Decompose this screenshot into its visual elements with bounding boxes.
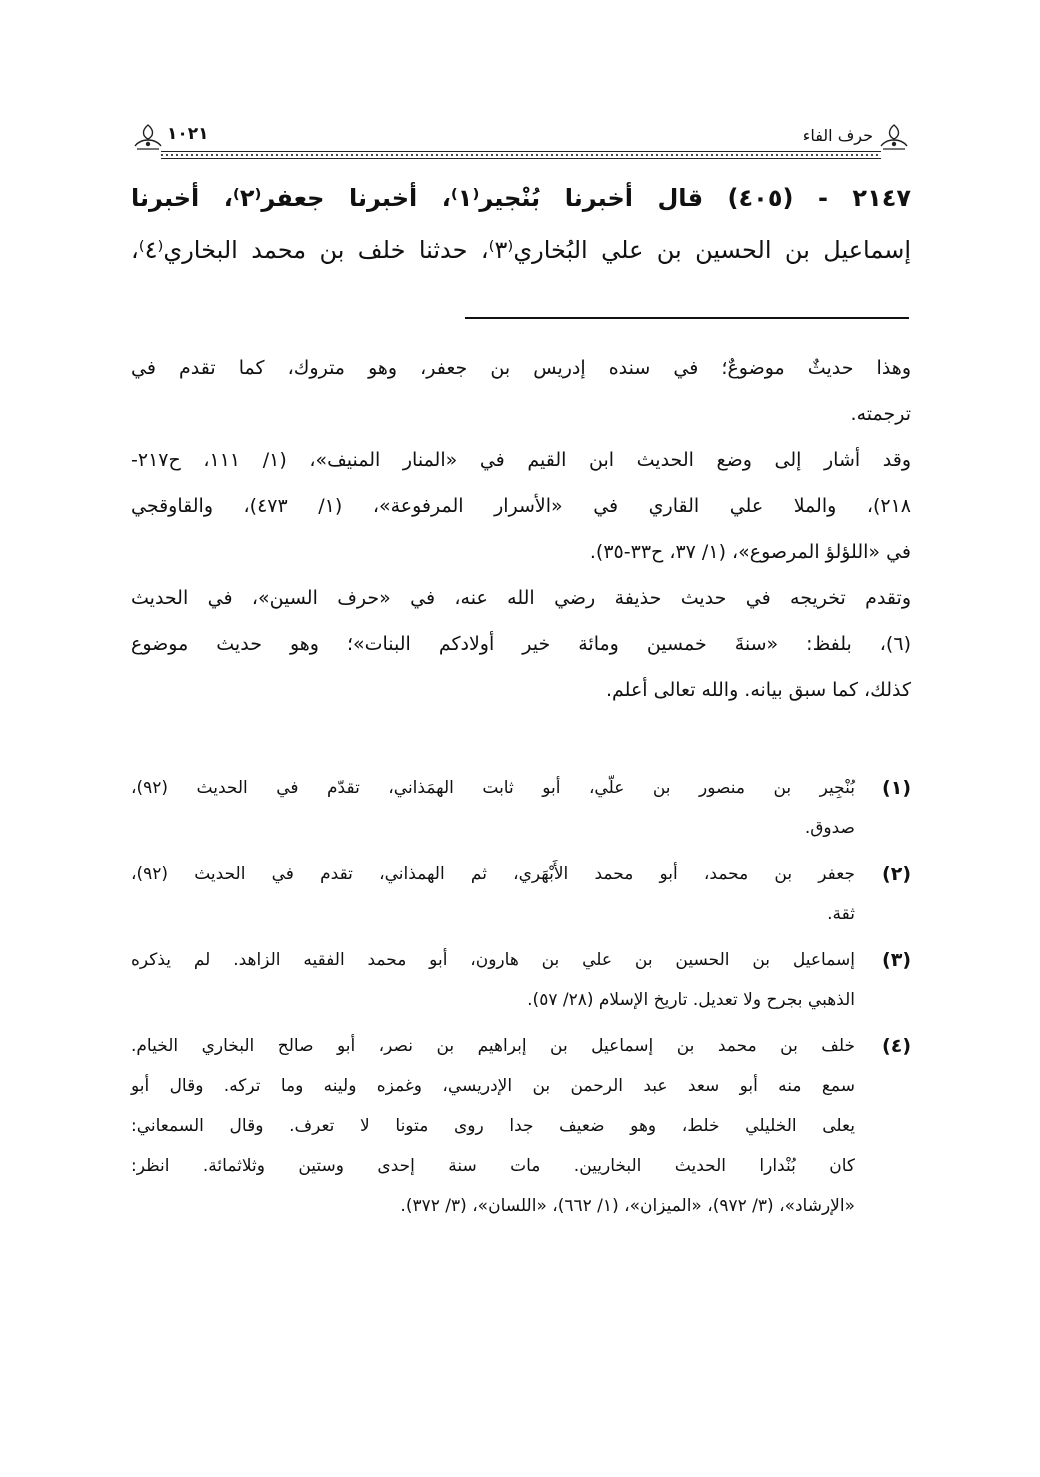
footnote-line: خلف بن محمد بن إسماعيل بن إبراهيم بن نصر، أبو صالح البخاري الخيام. [131,1036,855,1056]
footnote-line: جعفر بن محمد، أبو محمد الأَبْهَري، ثم الهمذاني، تقدم في الحديث (٩٢)، [131,864,855,884]
footnote-number: (١) [882,777,911,799]
hadith-line: ٢١٤٧ - (٤٠٥) قال أخبرنا بُنْجير⁽١⁾، أخبرنا جعفر⁽٢⁾، أخبرنا [131,184,912,212]
footnote-line: كان بُنْدارا الحديث البخاريين. مات سنة إحدى وستين وثلاثمائة. انظر: [131,1156,855,1176]
footnote [131,854,911,934]
footnote-line: إسماعيل بن الحسين بن علي بن هارون، أبو محمد الفقيه الزاهد. لم يذكره [131,950,855,970]
chapter-title: حرف الفاء [802,126,873,145]
footnote-body [131,1026,855,1226]
commentary-line: ترجمته. [850,403,911,425]
footnote-number: (٣) [882,949,911,971]
floral-ornament-icon [131,122,165,152]
footnote [131,1026,911,1226]
commentary-line: وتقدم تخريجه في حديث حذيفة رضي الله عنه، في «حرف السين»، في الحديث [131,587,911,609]
commentary-line: وقد أشار إلى وضع الحديث ابن القيم في «المنار المنيف»، (١/ ١١١، ح٢١٧- [131,449,911,471]
page-number: ١٠٢١ [167,124,209,144]
footnote-line: صدوق. [804,818,855,838]
footnote-line: يعلى الخليلي خلط، وهو ضعيف جدا روى متونا لا تعرف. وقال السمعاني: [131,1116,855,1136]
footnote [131,940,911,1020]
footnote-line: «الإرشاد»، (٣/ ٩٧٢)، «الميزان»، (١/ ٦٦٢)، «اللسان»، (٣/ ٣٧٢). [400,1196,855,1216]
hadith-line: إسماعيل بن الحسين بن علي البُخاري⁽٣⁾، حدثنا خلف بن محمد البخاري⁽٤⁾، [131,236,911,264]
footnote-number: (٢) [882,863,911,885]
commentary-line: في «اللؤلؤ المرصوع»، (١/ ٣٧، ح٣٣-٣٥). [589,541,911,563]
commentary-line: كذلك، كما سبق بيانه. والله تعالى أعلم. [605,679,911,701]
footnote-line: بُنْجِير بن منصور بن علّي، أبو ثابت الهمَذاني، تقدّم في الحديث (٩٢)، [131,778,855,798]
footnote [131,768,911,848]
hadith-text [131,172,911,276]
header-rule [161,151,881,159]
commentary-line: ٢١٨)، والملا علي القاري في «الأسرار المرفوعة»، (١/ ٤٧٣)، والقاوقجي [131,495,911,517]
footnote-line: الذهبي بجرح ولا تعديل. تاريخ الإسلام (٢٨/ ٥٧). [527,990,855,1010]
commentary-line: وهذا حديثٌ موضوعٌ؛ في سنده إدريس بن جعفر، وهو متروك، كما تقدم في [131,357,911,379]
footnote-body [131,854,855,934]
footnotes [131,768,911,1232]
footnote-number: (٤) [882,1035,911,1057]
footnote-line: ثقة. [827,904,855,924]
commentary-line: (٦)، بلفظ: «سنةَ خمسين ومائة خير أولادكم البنات»؛ وهو حديث موضوع [131,633,911,655]
floral-ornament-icon [877,122,911,152]
running-header [131,118,911,158]
footnote-body [131,768,855,848]
footnote-body [131,940,855,1020]
commentary [131,345,911,713]
footnote-separator [465,317,909,319]
footnote-line: سمع منه أبو سعد عبد الرحمن بن الإدريسي، وغمزه ولينه وما تركه. وقال أبو [131,1076,855,1096]
